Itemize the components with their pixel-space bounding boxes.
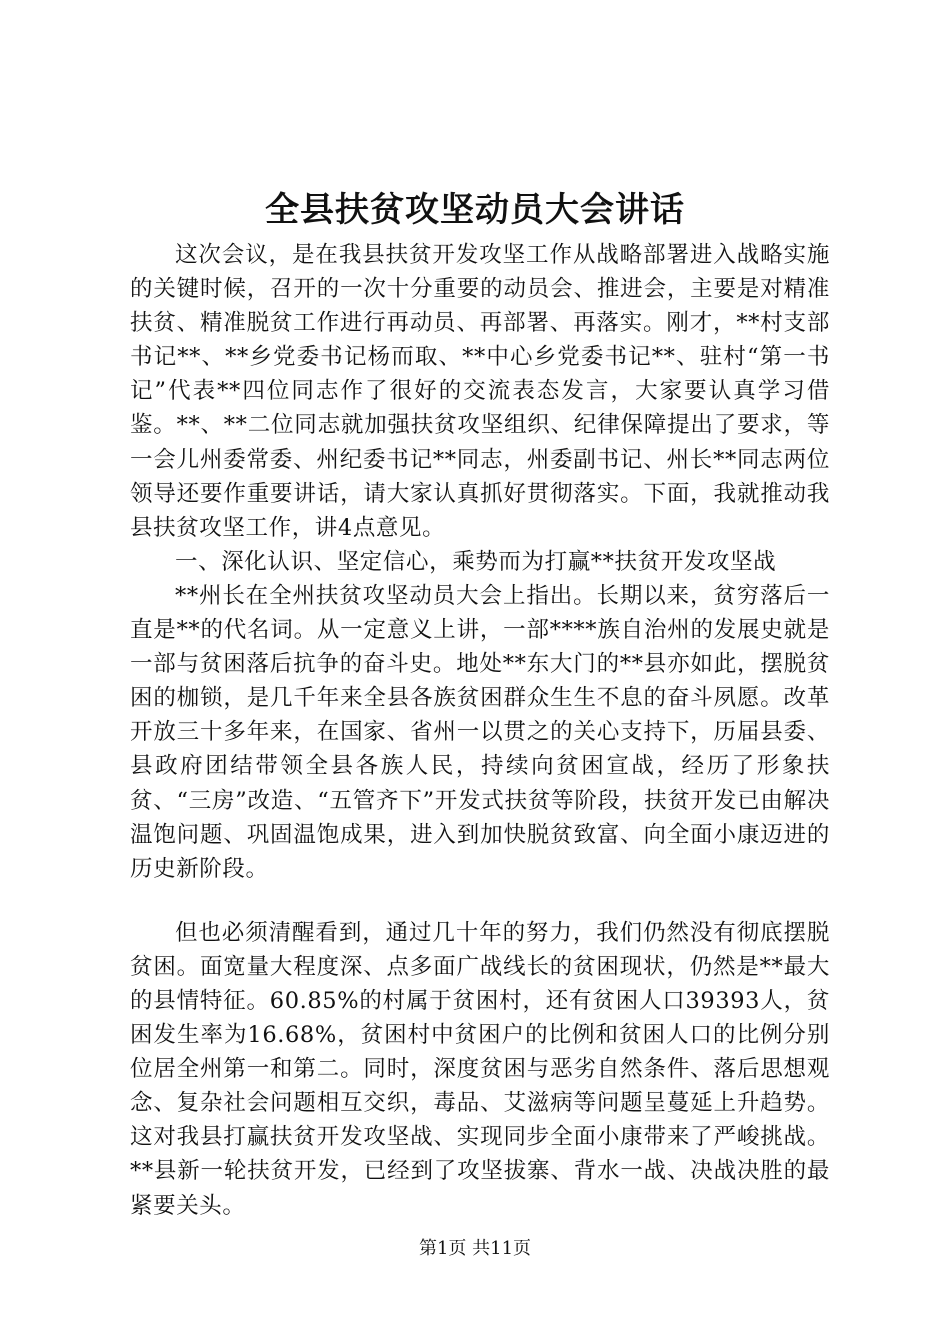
paragraph-challenges: 但也必须清醒看到，通过几十年的努力，我们仍然没有彻底摆脱贫困。面宽量大程度深、点多面广战线长的贫困现状，仍然是**最大的县情特征。60.85%的村属于贫困村，还有贫困人口39393人，贫困发生率为16.68%，贫困村中贫困户的比例和贫困人口的比例分别位居全州第一和第二。同时，深度贫困与恶劣自然条件、落后思想观念、复杂社会问题相互交织，毒品、艾滋病等问题呈蔓延上升趋势。这对我县打赢扶贫开发攻坚战、实现同步全面小康带来了严峻挑战。**县新一轮扶贫开发，已经到了攻坚拔寨、背水一战、决战决胜的最紧要关头。	[130, 919, 830, 1219]
document-body	[130, 238, 830, 1223]
paragraph-gap	[130, 886, 830, 916]
paragraph-intro: 这次会议，是在我县扶贫开发攻坚工作从战略部署进入战略实施的关键时候，召开的一次十分重要的动员会、推进会，主要是对精准扶贫、精准脱贫工作进行再动员、再部署、再落实。刚才，**村支部书记**、**乡党委书记杨而取、**中心乡党委书记**、驻村“第一书记”代表**四位同志作了很好的交流表态发言，大家要认真学习借鉴。**、**二位同志就加强扶贫攻坚组织、纪律保障提出了要求，等一会儿州委常委、州纪委书记**同志，州委副书记、州长**同志两位领导还要作重要讲话，请大家认真抓好贯彻落实。下面，我就推动我县扶贫攻坚工作，讲4点意见。	[130, 242, 830, 541]
page-number: 第1页 共11页	[418, 1238, 532, 1259]
section-heading-1: 一、深化认识、坚定信心，乘势而为打赢**扶贫开发攻坚战	[175, 548, 777, 575]
document-title: 全县扶贫攻坚动员大会讲话	[265, 190, 685, 230]
paragraph-history: **州长在全州扶贫攻坚动员大会上指出。长期以来，贫穷落后一直是**的代名词。从一定意义上讲，一部****族自治州的发展史就是一部与贫困落后抗争的奋斗史。地处**东大门的**县亦如此，摆脱贫困的枷锁，是几千年来全县各族贫困群众生生不息的奋斗夙愿。改革开放三十多年来，在国家、省州一以贯之的关心支持下，历届县委、县政府团结带领全县各族人民，持续向贫困宣战，经历了形象扶贫、“三房”改造、“五管齐下”开发式扶贫等阶段，扶贫开发已由解决温饱问题、巩固温饱成果，进入到加快脱贫致富、向全面小康迈进的历史新阶段。	[130, 582, 830, 882]
